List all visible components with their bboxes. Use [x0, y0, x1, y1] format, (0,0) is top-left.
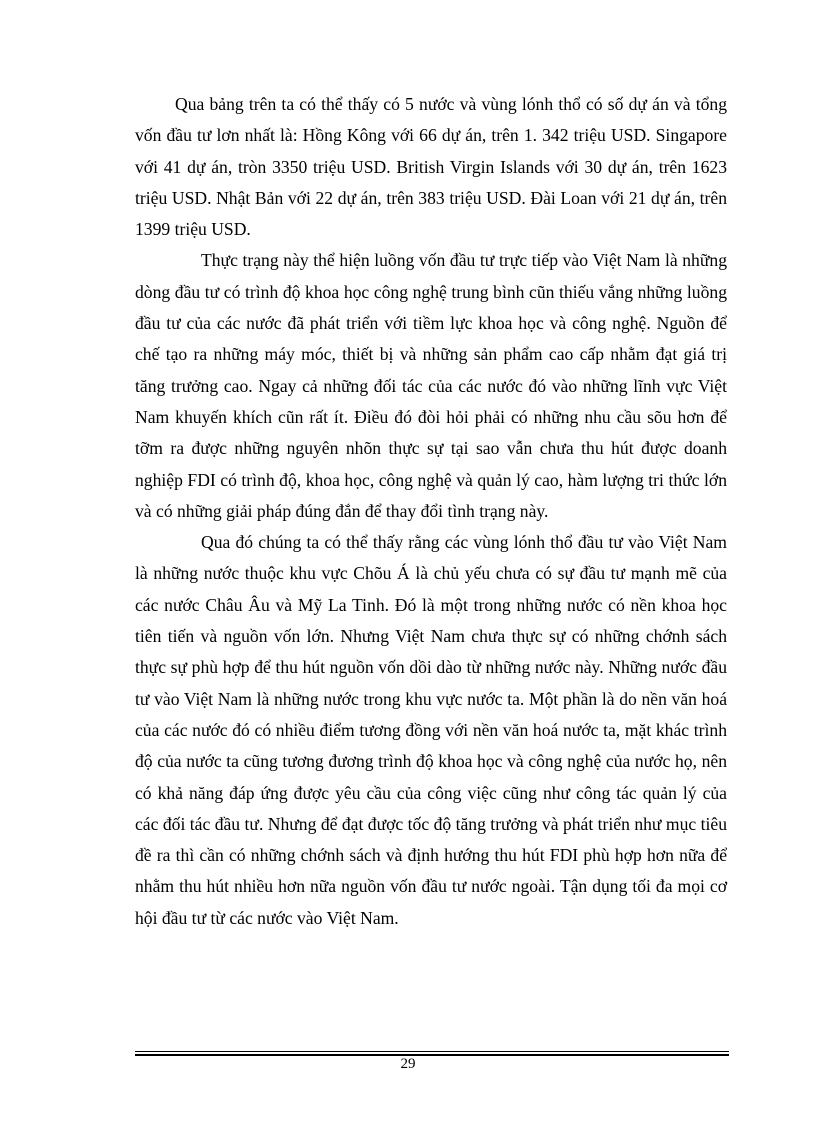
- document-body: [135, 89, 727, 934]
- paragraph-investment-summary: Qua bảng trên ta có thể thấy có 5 nước và vùng lónh thổ có số dự án và tổng vốn đầu tư lơn nhất là: Hồng Kông với 66 dự án, trên 1. 342 triệu USD. Singapore với 41 dự án, tròn 3350 triệu USD. British Virgin Islands với 30 dự án, trên 1623 triệu USD. Nhật Bản với 22 dự án, trên 383 triệu USD. Đài Loan với 21 dự án, trên 1399 triệu USD.: [135, 94, 727, 240]
- page-number: 29: [400, 1056, 416, 1072]
- footer-rule-top: [135, 1051, 729, 1052]
- paragraph-regional-analysis: Qua đó chúng ta có thể thấy rằng các vùng lónh thổ đầu tư vào Việt Nam là những nước thuộc khu vực Chõu Á là chủ yếu chưa có sự đầu tư mạnh mẽ của các nước Châu Âu và Mỹ La Tinh. Đó là một trong những nước có nền khoa học tiên tiến và nguồn vốn lớn. Nhưng Việt Nam chưa thực sự có những chớnh sách thực sự phù hợp để thu hút nguồn vốn dồi dào từ những nước này. Những nước đầu tư vào Việt Nam là những nước trong khu vực nước ta. Một phần là do nền văn hoá của các nước đó có nhiều điểm tương đồng với nền văn hoá nước ta, mặt khác trình độ của nước ta cũng tương đương trình độ khoa học và công nghệ của nước họ, nên có khả năng đáp ứng được yêu cầu của công việc cũng như công tác quản lý của các đối tác đầu tư. Nhưng để đạt được tốc độ tăng trưởng và phát triển như mục tiêu đề ra thì cần có những chớnh sách và định hướng thu hút FDI phù hợp hơn nữa để nhằm thu hút nhiều hơn nữa nguồn vốn đầu tư nước ngoài. Tận dụng tối đa mọi cơ hội đầu tư từ các nước vào Việt Nam.: [135, 532, 727, 928]
- paragraph-investment-situation: Thực trạng này thể hiện luồng vốn đầu tư trực tiếp vào Việt Nam là những dòng đầu tư có trình độ khoa học công nghệ trung bình cũn thiếu vắng những luồng đầu tư của các nước đã phát triển với tiềm lực khoa học và công nghệ. Nguồn để chế tạo ra những máy móc, thiết bị và những sản phẩm cao cấp nhằm đạt giá trị tăng trưởng cao. Ngay cả những đối tác của các nước đó vào những lĩnh vực Việt Nam khuyến khích cũn rất ít. Điều đó đòi hỏi phải có những nhu cầu sõu hơn để tỡm ra được những nguyên nhõn thực sự tại sao vẫn chưa thu hút được doanh nghiệp FDI có trình độ, khoa học, công nghệ và quản lý cao, hàm lượng tri thức lớn và có những giải pháp đúng đắn để thay đổi tình trạng này.: [135, 250, 727, 521]
